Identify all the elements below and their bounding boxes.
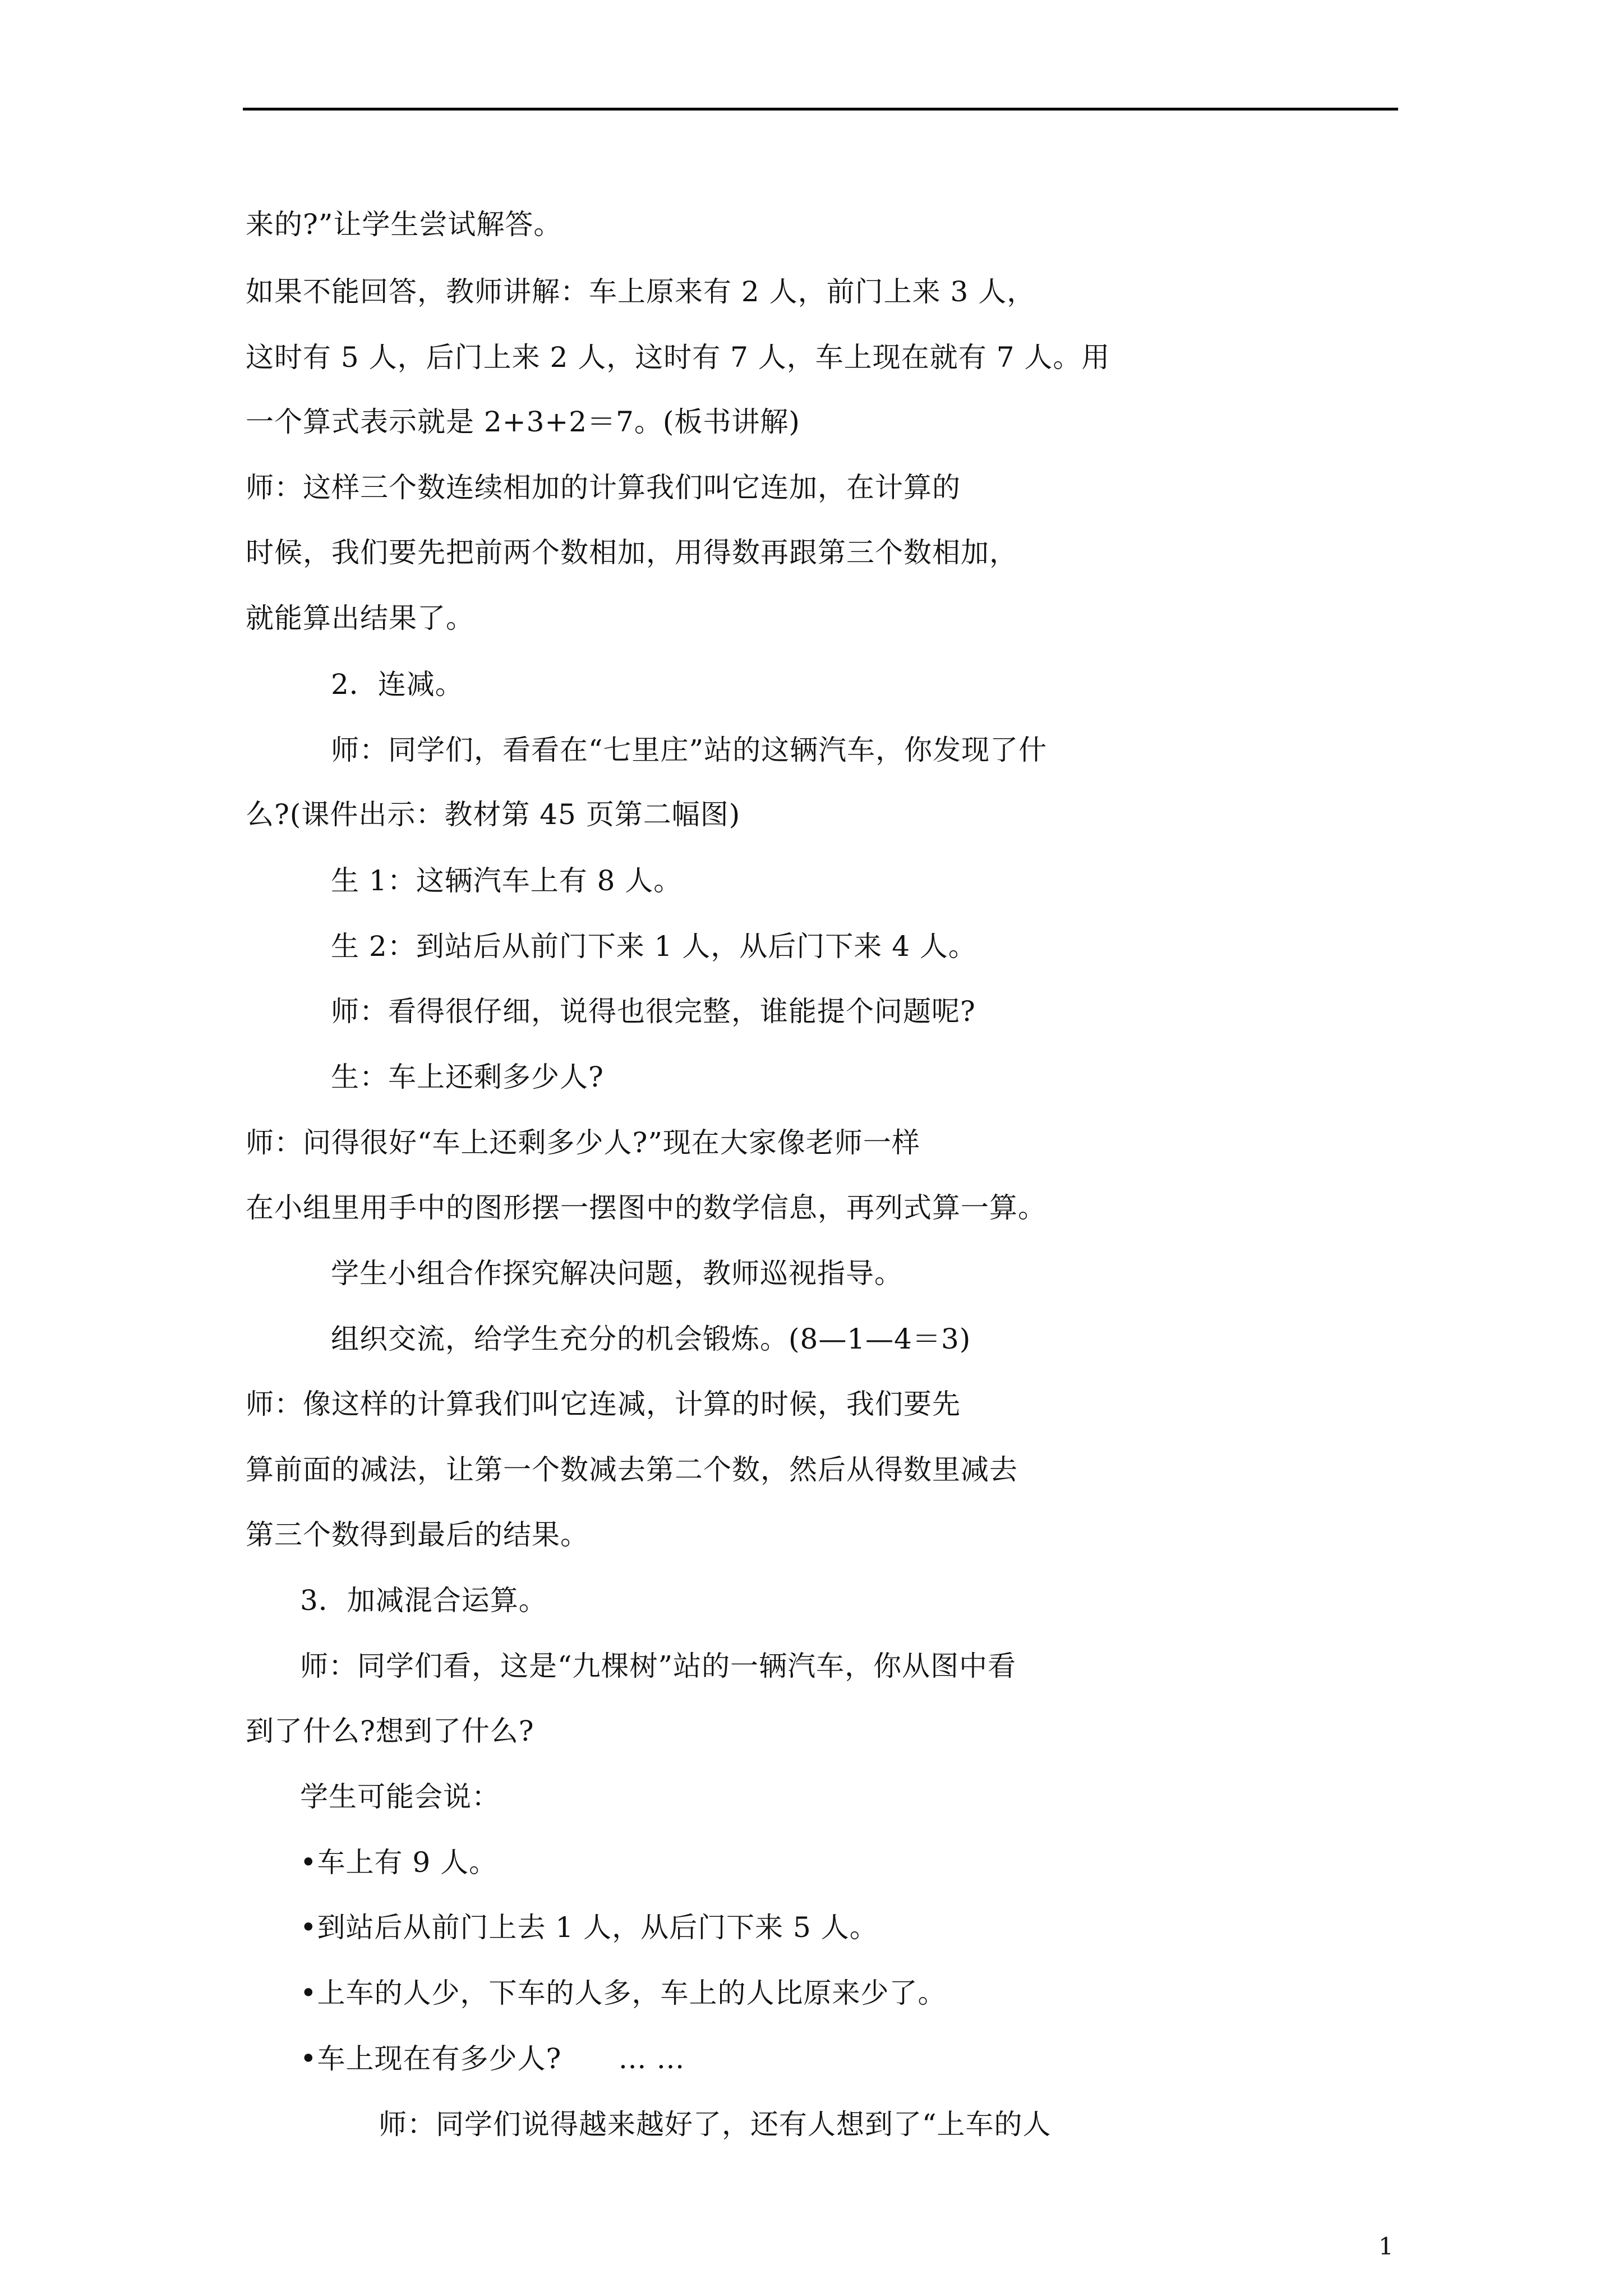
text-line-23: 师：同学们看，这是“九棵树”站的一辆汽车，你从图中看 [300, 1650, 1017, 1682]
text-line-15: 师：问得很好“车上还剩多少人?”现在大家像老师一样 [246, 1126, 920, 1159]
text-line-5: 师：这样三个数连续相加的计算我们叫它连加，在计算的 [246, 471, 961, 504]
section-heading-3: 3．加减混合运算。 [300, 1584, 547, 1617]
text-line-3: 这时有 5 人，后门上来 2 人，这时有 7 人，车上现在就有 7 人。用 [246, 341, 1110, 374]
text-line-17: 学生小组合作探究解决问题，教师巡视指导。 [331, 1257, 903, 1290]
text-line-10: 么?(课件出示：教材第 45 页第二幅图) [246, 798, 741, 831]
text-line-16: 在小组里用手中的图形摆一摆图中的数学信息，再列式算一算。 [246, 1191, 1046, 1224]
text-line-12: 生 2：到站后从前门下来 1 人，从后门下来 4 人。 [331, 930, 977, 963]
bullet-item-2: •到站后从前门上去 1 人，从后门下来 5 人。 [300, 1911, 878, 1944]
section-heading-2: 2．连减。 [331, 668, 464, 701]
text-line-9: 师：同学们，看看在“七里庄”站的这辆汽车，你发现了什 [331, 734, 1048, 766]
text-line-20: 算前面的减法，让第一个数减去第二个数，然后从得数里减去 [246, 1453, 1018, 1486]
bullet-item-1: •车上有 9 人。 [300, 1846, 498, 1879]
page-number: 1 [1378, 2233, 1394, 2260]
text-line-4: 一个算式表示就是 2+3+2＝7。(板书讲解) [246, 406, 800, 438]
text-line-21: 第三个数得到最后的结果。 [246, 1519, 589, 1551]
text-line-25: 学生可能会说： [300, 1780, 500, 1813]
bullet-item-3: •上车的人少，下车的人多，车上的人比原来少了。 [300, 1977, 947, 2009]
text-line-1: 来的?”让学生尝试解答。 [246, 208, 562, 241]
text-line-7: 就能算出结果了。 [246, 602, 474, 634]
text-line-2: 如果不能回答，教师讲解：车上原来有 2 人，前门上来 3 人， [246, 275, 1036, 308]
text-line-19: 师：像这样的计算我们叫它连减，计算的时候，我们要先 [246, 1388, 961, 1420]
text-line-6: 时候，我们要先把前两个数相加，用得数再跟第三个数相加， [246, 536, 1018, 569]
text-line-11: 生 1：这辆汽车上有 8 人。 [331, 864, 683, 897]
text-line-13: 师：看得很仔细，说得也很完整，谁能提个问题呢? [331, 995, 976, 1028]
text-line-18: 组织交流，给学生充分的机会锻炼。(8—1—4＝3) [331, 1323, 971, 1355]
header-rule [243, 108, 1398, 111]
bullet-item-4: •车上现在有多少人? … … [300, 2042, 685, 2075]
text-line-14: 生：车上还剩多少人? [331, 1061, 604, 1093]
text-line-24: 到了什么?想到了什么? [246, 1715, 534, 1747]
text-line-30: 师：同学们说得越来越好了，还有人想到了“上车的人 [379, 2108, 1052, 2141]
